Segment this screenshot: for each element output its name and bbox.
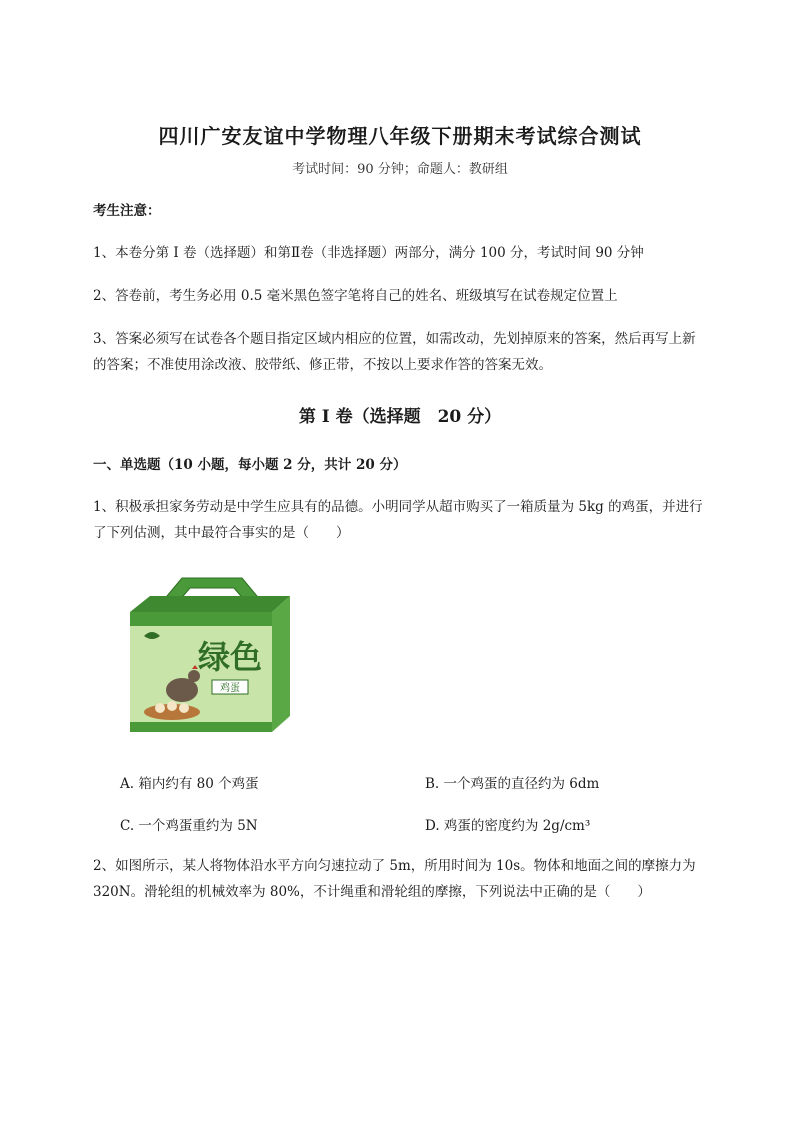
option-d[interactable]: D. 鸡蛋的密度约为 2g/cm³ [425, 818, 591, 834]
box-label-text: 鸡蛋 [220, 683, 240, 694]
question-2-stem: 2、如图所示，某人将物体沿水平方向匀速拉动了 5m，所用时间为 10s。物体和地面之间的摩擦力为 320N。滑轮组的机械效率为 80%，不计绳重和滑轮组的摩擦，下列说法中正确的是（ ） [93, 858, 696, 900]
notice-item-3: 3、答案必须写在试卷各个题目指定区域内相应的位置，如需改动，先划掉原来的答案，然后再写上新的答案；不准使用涂改液、胶带纸、修正带，不按以上要求作答的答案无效。 [93, 331, 696, 373]
option-a[interactable]: A. 箱内约有 80 个鸡蛋 [120, 776, 259, 792]
exam-info: 考试时间：90 分钟；命题人：教研组 [292, 162, 508, 177]
box-brand-text: 绿色 [197, 638, 263, 676]
egg-box-image [122, 572, 298, 737]
section-title: 第 I 卷（选择题 20 分） [298, 407, 502, 427]
notice-heading: 考生注意： [93, 203, 161, 219]
notice-item-2: 2、答卷前，考生务必用 0.5 毫米黑色签字笔将自己的姓名、班级填写在试卷规定位置上 [93, 288, 618, 304]
part-heading: 一、单选题（10 小题，每小题 2 分，共计 20 分） [93, 457, 407, 473]
question-1-stem: 1、积极承担家务劳动是中学生应具有的品德。小明同学从超市购买了一箱质量为 5kg 的鸡蛋，并进行了下列估测，其中最符合事实的是（ ） [93, 499, 703, 541]
notice-item-1: 1、本卷分第 I 卷（选择题）和第Ⅱ卷（非选择题）两部分，满分 100 分，考试时间 90 分钟 [93, 245, 644, 261]
option-c[interactable]: C. 一个鸡蛋重约为 5N [120, 818, 258, 834]
option-b[interactable]: B. 一个鸡蛋的直径约为 6dm [425, 776, 600, 792]
page-title: 四川广安友谊中学物理八年级下册期末考试综合测试 [158, 124, 642, 148]
